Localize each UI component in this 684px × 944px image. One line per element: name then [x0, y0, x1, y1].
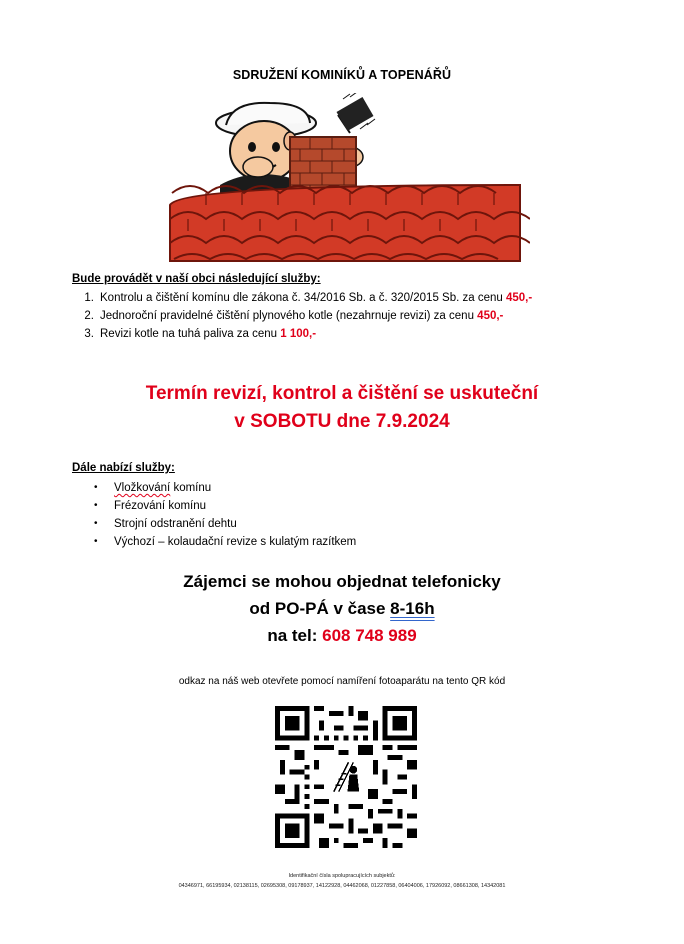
- bullet-icon: •: [94, 518, 98, 529]
- extra-item: • Vložkování komínu: [90, 479, 490, 497]
- spellcheck-word: Vložkování: [114, 482, 171, 494]
- service-item-3: [76, 325, 636, 343]
- service-number: 2.: [84, 310, 94, 322]
- service-price: 450,-: [505, 292, 533, 304]
- extra-services-list: [90, 479, 490, 551]
- bullet-icon: •: [94, 500, 98, 511]
- service-price: 450,-: [477, 310, 504, 322]
- extra-item: [90, 515, 490, 533]
- service-price: 1 100,-: [280, 328, 317, 340]
- service-text: Kontrolu a čištění komínu dle zákona č. 34/2016 Sb. a č. 320/2015 Sb. za cenu: [100, 292, 506, 304]
- service-text: Jednoroční pravidelné čištění plynového kotle (nezahrnuje revizi) za cenu: [100, 310, 478, 322]
- qr-code[interactable]: [275, 706, 417, 848]
- phone-number: 608 748 989: [322, 626, 417, 645]
- services-heading: Bude provádět v naší obci následující služby:: [72, 273, 321, 285]
- termin-line-2: v SOBOTU dne 7.9.2024: [234, 411, 450, 432]
- service-item-2: [76, 307, 636, 325]
- extra-item-text: Výchozí – kolaudační revize s kulatým razítkem: [114, 536, 357, 548]
- extra-item: [90, 497, 490, 515]
- extra-item: [90, 533, 490, 551]
- chimney-sweep-illustration: [160, 93, 530, 263]
- termin-line-1: Termín revizí, kontrol a čištění se uskuteční: [145, 383, 539, 404]
- service-number: 3.: [84, 328, 94, 340]
- bullet-icon: •: [94, 482, 98, 493]
- service-text: Revizi kotle na tuhá paliva za cenu: [100, 328, 281, 340]
- contact-hours: 8-16h: [390, 599, 435, 618]
- contact-line-1: Zájemci se mohou objednat telefonicky: [183, 572, 501, 591]
- service-number: 1.: [84, 292, 94, 304]
- extra-item-text: Frézování komínu: [114, 500, 207, 512]
- contact-line-3: na tel: 608 748 989: [267, 626, 417, 645]
- extra-item-text: Strojní odstranění dehtu: [114, 518, 237, 530]
- contact-line-2: od PO-PÁ v čase 8-16h: [249, 599, 435, 618]
- service-item-1: [76, 289, 636, 307]
- services-list: [76, 289, 636, 343]
- bullet-icon: •: [94, 536, 98, 547]
- footer-ids: 04346971, 66195934, 02138115, 02695308, 09178937, 14122928, 04462068, 01227858, 06404006, 17926092, 08661308, 14342081: [178, 883, 506, 889]
- footer-label: Identifikační čísla spolupracujících subjektů:: [288, 873, 396, 879]
- qr-note: odkaz na náš web otevřete pomocí namíření fotoaparátu na tento QR kód: [178, 676, 506, 687]
- page-title: SDRUŽENÍ KOMINÍKŮ A TOPENÁŘŮ: [232, 68, 452, 82]
- extra-services-heading: Dále nabízí služby:: [72, 462, 175, 474]
